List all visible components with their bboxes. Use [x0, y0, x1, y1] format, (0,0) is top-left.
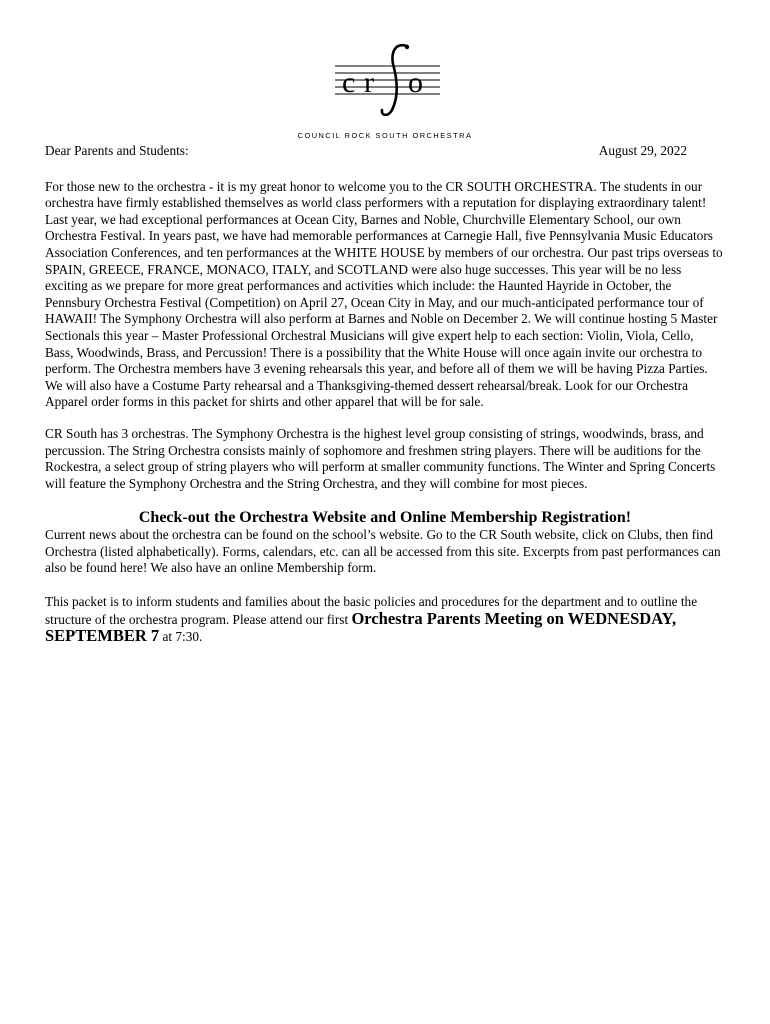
paragraph-meeting [45, 594, 725, 646]
letter-body [45, 143, 725, 646]
salutation: Dear Parents and Students: [45, 143, 189, 158]
paragraph-orchestras: CR South has 3 orchestras. The Symphony Orchestra is the highest level group consisting of strings, woodwinds, brass, and percussion. The String Orchestra consists mainly of sophomore and freshmen string players. There will be auditions for the Rockestra, a select group of string players who will perform at smaller community functions. The Winter and Spring Concerts will feature the Symphony Orchestra and the String Orchestra, and they will combine for most pieces. [45, 425, 716, 491]
meeting-text: This packet is to inform students and families about the basic policies and procedures for the department and to outline the structure of the orchestra program. Please attend our first [45, 594, 698, 627]
website-heading: Check-out the Orchestra Website and Online Membership Registration! [138, 509, 632, 527]
logo-letter-c: c [342, 66, 356, 99]
letter-date: August 29, 2022 [598, 143, 687, 158]
logo-letter-r: r [364, 66, 374, 99]
logo-caption: COUNCIL ROCK SOUTH ORCHESTRA [297, 131, 473, 140]
paragraph-welcome: For those new to the orchestra - it is my great honor to welcome you to the CR SOUTH ORCHESTRA. The students in our orchestra have firmly established themselves as world class performers with a reputation for displaying extraordinary talent! Last year, we had exceptional performances at Ocean City, Barnes and Noble, Churchville Elementary School, our own Orchestra Festival. In years past, we have had memorable performances at Carnegie Hall, five Pennsylvania Music Educators Association Conferences, and ten performances at the WHITE HOUSE by members of our orchestra. Our past trips overseas to SPAIN, GREECE, FRANCE, MONACO, ITALY, and SCOTLAND were also huge successes. This year will be no less exciting as we prepare for more great performances and activities which include: the Haunted Hayride in October, the Pennsbury Orchestra Festival (Competition) on April 27, Ocean City in May, and our much-anticipated performance tour of HAWAII! The Symphony Orchestra will also perform at Barnes and Noble on December 2. We will continue hosting 5 Master Sectionals this year – Master Professional Orchestral Musicians will give expert help to each section: Violin, Viola, Cello, Bass, Woodwinds, Brass, and Percussion! There is a possibility that the White House will once again invite our orchestra to perform. The Orchestra members have 3 evening rehearsals this year, and before all of them we will be having Pizza Parties. We will also have a Costume Party rehearsal and a Thanksgiving-themed dessert rehearsal/break. Look for our Orchestra Apparel order forms in this packet for shirts and other apparel that will be for sale. [45, 178, 723, 410]
crso-logo [280, 40, 490, 145]
letter-header [45, 143, 687, 160]
paragraph-website: Current news about the orchestra can be found on the school’s website. Go to the CR South website, click on Clubs, then find Orchestra (listed alphabetically). Forms, calendars, etc. can all be accessed from this site. Excerpts from past performances can also be found here! We also have an online Membership form. [45, 527, 721, 576]
meeting-time: at 7:30. [159, 629, 203, 645]
crso-logo-icon [280, 40, 490, 130]
meeting-emphasis: Orchestra Parents Meeting on WEDNESDAY, SEPTEMBER 7 [45, 608, 677, 646]
logo-letter-o: o [408, 66, 423, 99]
